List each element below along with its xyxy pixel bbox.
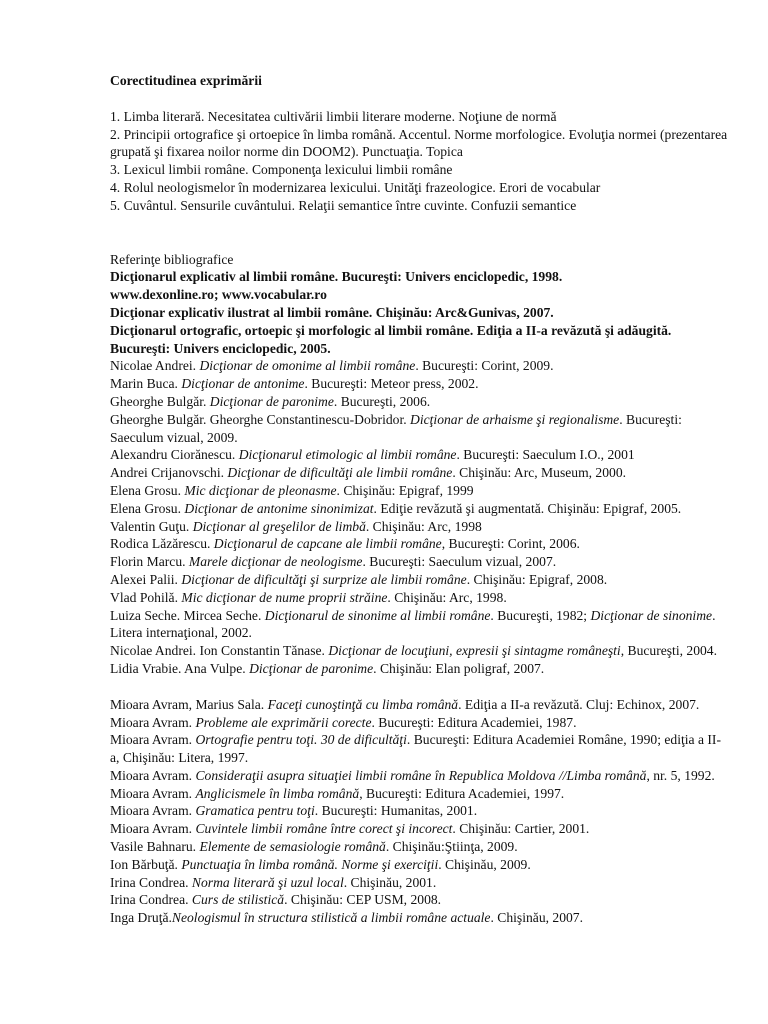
reference-item: Dicţionar explicativ ilustrat al limbii române. Chişinău: Arc&Gunivas, 2007. [110, 304, 554, 320]
reference-details: . Chişinău: Epigraf, 2008. [466, 571, 608, 587]
reference-item [110, 642, 730, 660]
reference-title: Punctuaţia în limba română. Norme şi exerciţii [181, 856, 439, 872]
reference-author: Vasile Bahnaru. [110, 839, 200, 855]
reference-item [110, 500, 730, 518]
reference-title: Dicţionarul de capcane ale limbii române [213, 536, 442, 552]
reference-item [110, 785, 730, 803]
reference-author: Rodica Lăzărescu. [110, 536, 214, 552]
reference-title: Dicţionar al greşelilor de limbă [192, 518, 366, 534]
reference-title: Gramatica pentru toţi [195, 803, 315, 819]
reference-item [110, 482, 730, 500]
reference-author: Mioara Avram. [110, 785, 196, 801]
reference-details: , Bucureşti: Corint, 2006. [441, 536, 580, 552]
reference-item [110, 553, 730, 571]
reference-author: Florin Marcu. [110, 554, 189, 570]
reference-details: . Chişinău:Ştiinţa, 2009. [385, 839, 518, 855]
reference-title: Curs de stilistică [191, 892, 285, 908]
reference-item [110, 856, 730, 874]
reference-item [110, 838, 730, 856]
reference-author: Irina Condrea. [110, 874, 192, 890]
reference-item [110, 731, 730, 767]
reference-details: . Chişinău, 2001. [343, 874, 437, 890]
reference-details: . Chişinău: Elan poligraf, 2007. [373, 660, 545, 676]
topics-list [110, 108, 730, 215]
reference-item [110, 696, 730, 714]
reference-author: Gheorghe Bulgăr. [110, 393, 210, 409]
reference-details: . Bucureşti: Meteor press, 2002. [304, 376, 479, 392]
reference-title: Dicţionar de sinonime [590, 607, 713, 623]
reference-item [110, 411, 730, 447]
reference-author: Gheorghe Bulgăr. Gheorghe Constantinescu-Dobridor. [110, 411, 411, 427]
reference-title: Marele dicţionar de neologisme [188, 554, 363, 570]
reference-title: Dicţionar de paronime [249, 660, 374, 676]
reference-title: Dicţionar de dificultăţi ale limbii române [227, 465, 453, 481]
reference-details: . Bucureşti: Saeculum I.O., 2001 [456, 447, 635, 463]
reference-author: Mioara Avram. [110, 767, 196, 783]
reference-title: Dicţionar de dificultăţi şi surprize ale limbii române [181, 571, 467, 587]
reference-details: . Bucureşti, 2006. [333, 393, 431, 409]
reference-details: . Ediţie revăzută şi augmentată. Chişinău: Epigraf, 2005. [373, 500, 682, 516]
reference-author: Valentin Guţu. [110, 518, 193, 534]
reference-item: Dicţionarul ortografic, ortoepic şi morfologic al limbii române. Ediţia a II-a revăzută şi adăugită. Bucureşti: Univers enciclopedic, 2005. [110, 322, 672, 356]
topic-item: 3. Lexicul limbii române. Componenţa lexicului limbii române [110, 162, 453, 178]
reference-title: Probleme ale exprimării corecte [195, 714, 372, 730]
reference-item [110, 357, 730, 375]
reference-title: Mic dicţionar de pleonasme [184, 482, 337, 498]
reference-details: . Bucureşti: Saeculum vizual, 2007. [362, 554, 557, 570]
reference-author: Mioara Avram. [110, 732, 196, 748]
reference-author: Nicolae Andrei. [110, 358, 200, 374]
reference-details: . Chişinău: Arc, 1998 [365, 518, 482, 534]
reference-item [110, 714, 730, 732]
reference-item [110, 518, 730, 536]
reference-title: Dicţionar de antonime sinonimizat [184, 500, 374, 516]
reference-item [110, 874, 730, 892]
reference-title: Dicţionarul de sinonime al limbii române [264, 607, 491, 623]
reference-title: Dicţionar de arhaisme şi regionalisme [410, 411, 620, 427]
reference-item [110, 446, 730, 464]
reference-author: Luiza Seche. Mircea Seche. [110, 607, 265, 623]
document-page [110, 72, 730, 927]
reference-item [110, 767, 730, 785]
reference-item [110, 909, 730, 927]
reference-title: Mic dicţionar de nume proprii străine [181, 589, 388, 605]
reference-item: Dicţionarul explicativ al limbii române. Bucureşti: Univers enciclopedic, 1998. [110, 269, 563, 285]
reference-author: Inga Druţă. [110, 910, 172, 926]
reference-details: . Bucureşti: Saeculum vizual, 2009. [110, 411, 682, 445]
reference-details: , Bucureşti, 2004. [620, 643, 717, 659]
reference-item [110, 891, 730, 909]
references-list-secondary [110, 696, 730, 927]
reference-title: Dicţionar de paronime [209, 393, 334, 409]
reference-title: Consideraţii asupra situaţiei limbii române în Republica Moldova //Limba română [195, 767, 647, 783]
reference-item [110, 464, 730, 482]
reference-title: Cuvintele limbii române între corect şi incorect [195, 821, 453, 837]
reference-details: . Chişinău: Arc, 1998. [387, 589, 507, 605]
reference-details: , Bucureşti: Editura Academiei, 1997. [359, 785, 565, 801]
reference-details: . Ediţia a II-a revăzută. Cluj: Echinox, 2007. [458, 696, 700, 712]
reference-details: . Chişinău: CEP USM, 2008. [284, 892, 442, 908]
reference-author: Alexei Palii. [110, 571, 182, 587]
topic-item: 4. Rolul neologismelor în modernizarea lexicului. Unităţi frazeologice. Erori de vocabular [110, 179, 601, 195]
reference-title: Faceţi cunoştinţă cu limba română [267, 696, 459, 712]
reference-item [110, 802, 730, 820]
reference-details: , nr. 5, 1992. [646, 767, 715, 783]
reference-title: Dicţionarul etimologic al limbii române [238, 447, 457, 463]
references-list [110, 357, 730, 677]
reference-author: Elena Grosu. [110, 482, 185, 498]
reference-title: Dicţionar de antonime [181, 376, 305, 392]
reference-title: Anglicismele în limba română [195, 785, 360, 801]
reference-author: Mioara Avram, Marius Sala. [110, 696, 268, 712]
reference-details: . Litera internaţional, 2002. [110, 607, 716, 641]
reference-details: . Chişinău: Arc, Museum, 2000. [452, 465, 627, 481]
reference-title: Dicţionar de omonime al limbii române [199, 358, 416, 374]
reference-title: Dicţionar de locuţiuni, expresii şi sintagme româneşti [328, 643, 621, 659]
reference-details: . Bucureşti, 1982; [490, 607, 591, 623]
reference-title: Neologismul în structura stilistică a limbii române actuale [171, 910, 491, 926]
reference-author: Mioara Avram. [110, 803, 196, 819]
reference-item [110, 375, 730, 393]
reference-author: Alexandru Ciorănescu. [110, 447, 239, 463]
topic-item: 1. Limba literară. Necesitatea cultivării limbii literare moderne. Noţiune de normă [110, 108, 557, 124]
reference-item [110, 589, 730, 607]
reference-title: Norma literară şi uzul local [191, 874, 344, 890]
reference-author: Mioara Avram. [110, 714, 196, 730]
reference-author: Vlad Pohilă. [110, 589, 182, 605]
reference-title: Elemente de semasiologie română [199, 839, 386, 855]
reference-details: . Bucureşti: Corint, 2009. [415, 358, 554, 374]
reference-details: . Chişinău: Epigraf, 1999 [336, 482, 474, 498]
reference-item [110, 393, 730, 411]
reference-author: Lidia Vrabie. Ana Vulpe. [110, 660, 250, 676]
bold-references [110, 268, 730, 357]
reference-details: . Chişinău, 2009. [438, 856, 531, 872]
reference-details: . Chişinău: Cartier, 2001. [452, 821, 590, 837]
reference-author: Elena Grosu. [110, 500, 185, 516]
reference-author: Irina Condrea. [110, 892, 192, 908]
reference-item [110, 571, 730, 589]
reference-link: www.dexonline.ro; www.vocabular.ro [110, 287, 327, 303]
reference-author: Marin Buca. [110, 376, 182, 392]
reference-details: . Bucureşti: Editura Academiei Române, 1990; ediţia a II-a, Chişinău: Litera, 1997. [110, 732, 721, 766]
reference-item [110, 535, 730, 553]
topic-item: 5. Cuvântul. Sensurile cuvântului. Relaţii semantice între cuvinte. Confuzii semantice [110, 197, 577, 213]
references-heading: Referinţe bibliografice [110, 251, 234, 267]
reference-item [110, 607, 730, 643]
reference-item [110, 820, 730, 838]
reference-author: Mioara Avram. [110, 821, 196, 837]
reference-author: Nicolae Andrei. Ion Constantin Tănase. [110, 643, 329, 659]
reference-author: Ion Bărbuţă. [110, 856, 182, 872]
reference-author: Andrei Crijanovschi. [110, 465, 228, 481]
reference-details: . Bucureşti: Editura Academiei, 1987. [371, 714, 577, 730]
reference-details: . Chişinău, 2007. [490, 910, 583, 926]
reference-details: . Bucureşti: Humanitas, 2001. [314, 803, 478, 819]
document-title: Corectitudinea exprimării [110, 73, 262, 88]
reference-title: Ortografie pentru toţi. 30 de dificultăţi [195, 732, 407, 748]
reference-item [110, 660, 730, 678]
topic-item: 2. Principii ortografice şi ortoepice în limba română. Accentul. Norme morfologice. Evoluţia normei (prezentarea grupată şi fixarea noilor norme din DOOM2). Punctuaţia. Topica [110, 126, 728, 160]
